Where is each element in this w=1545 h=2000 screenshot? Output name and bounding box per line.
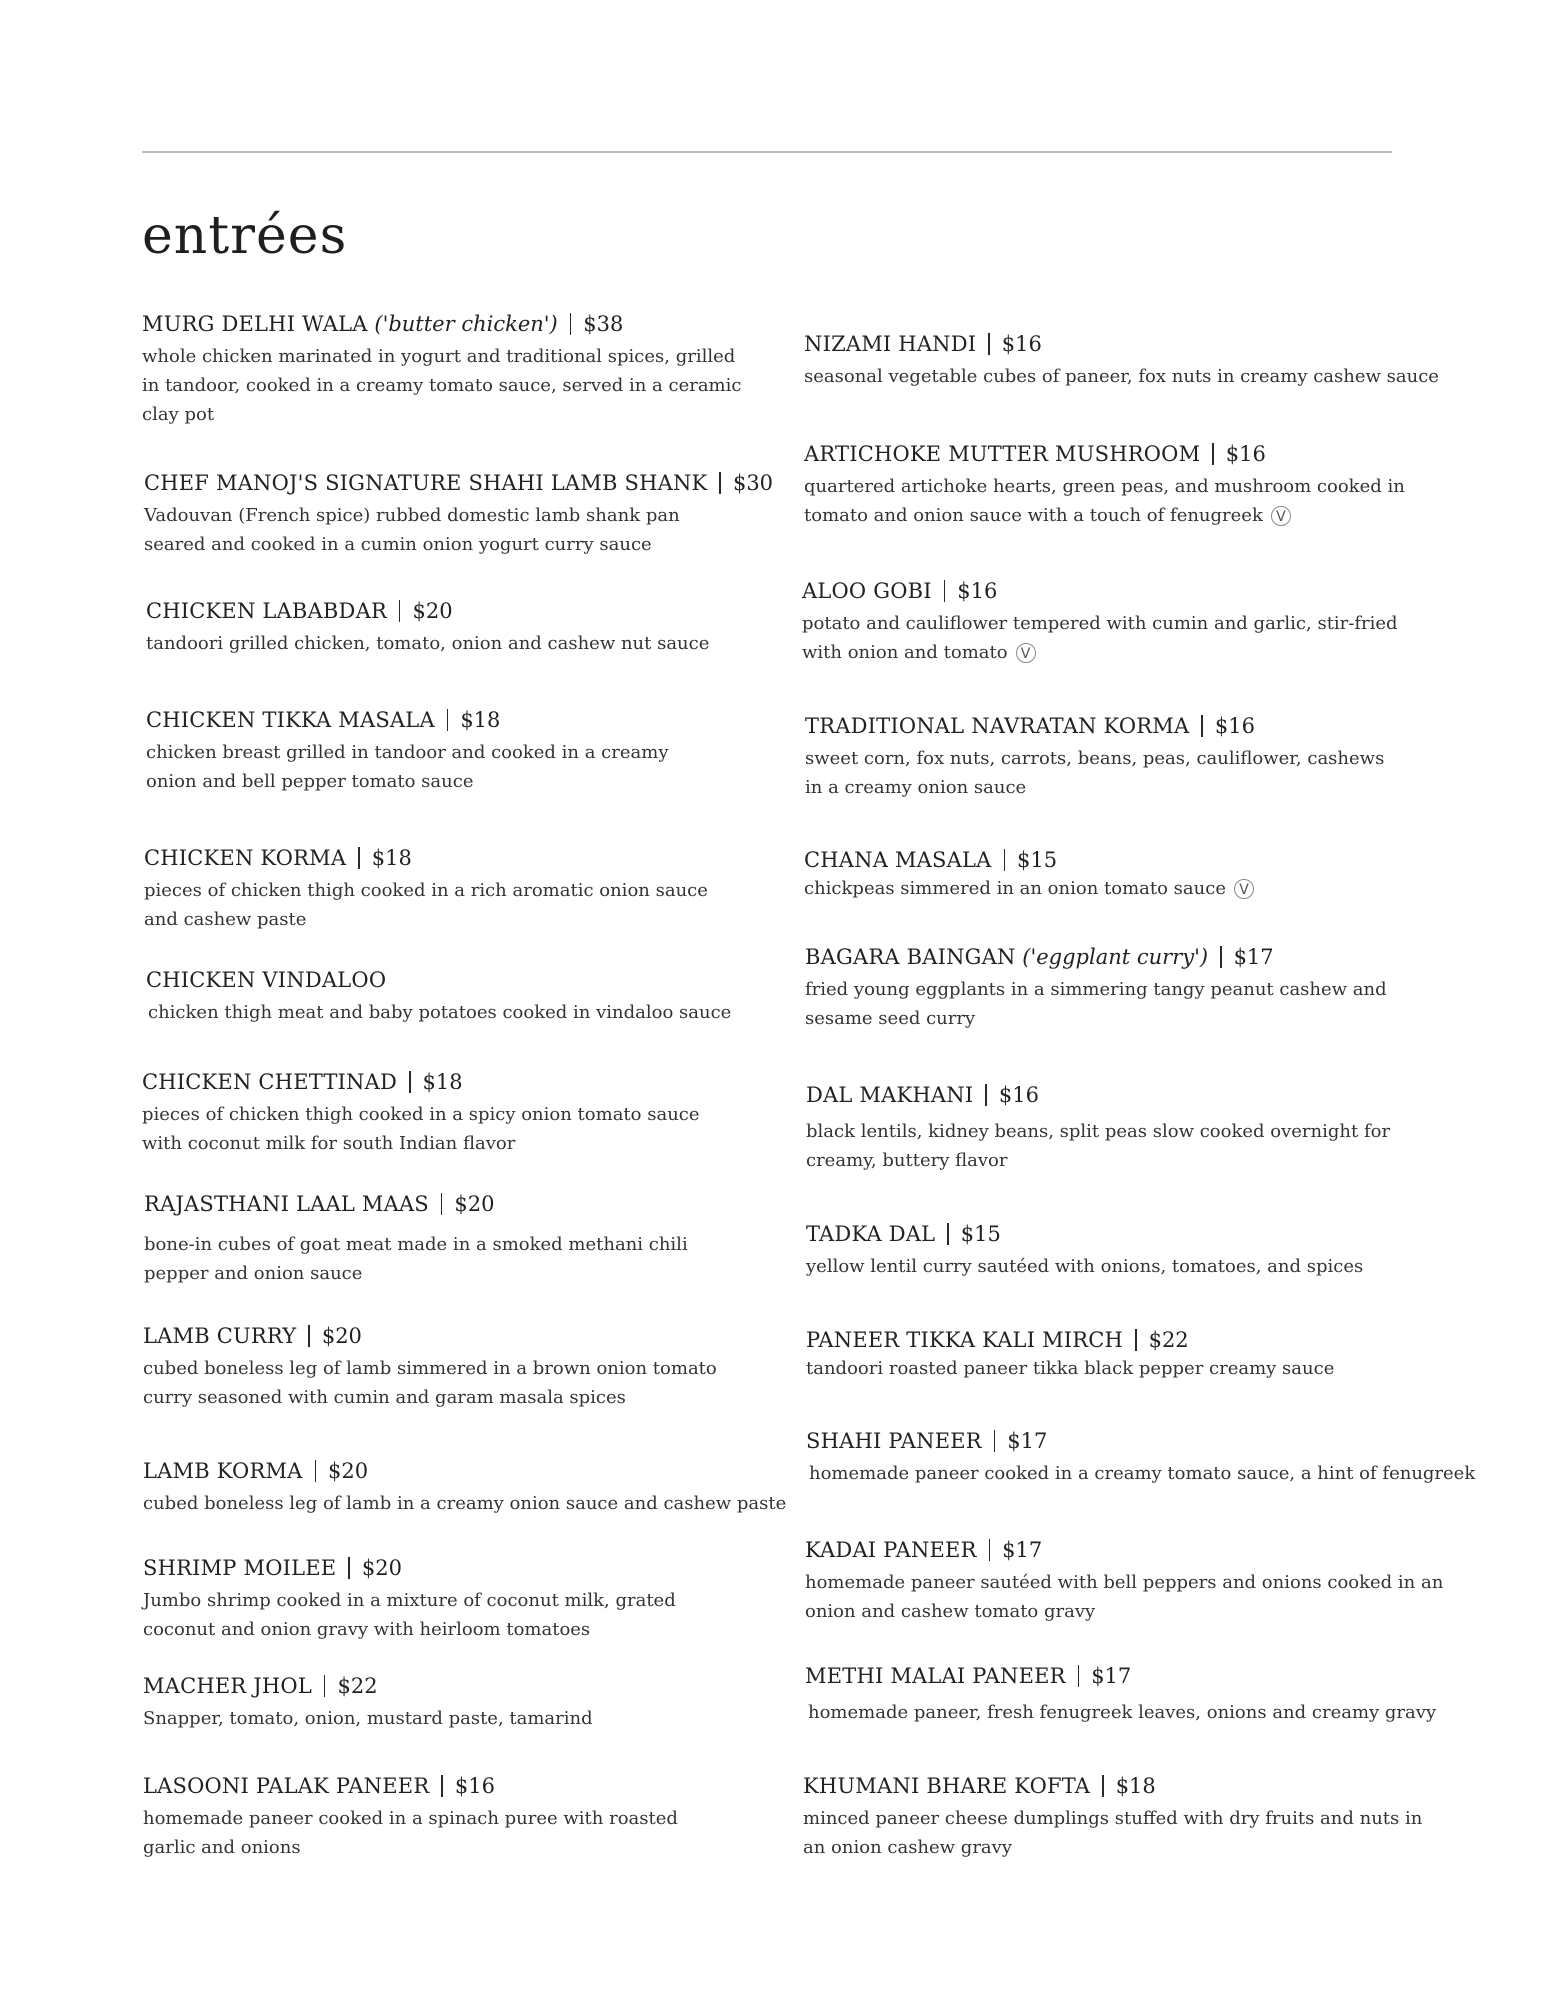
item-name: TADKA DAL: [806, 1222, 936, 1246]
item-price: $18: [422, 1070, 463, 1094]
menu-item: [806, 1326, 1334, 1383]
item-description: tandoori roasted paneer tikka black pepper creamy sauce: [806, 1358, 1335, 1379]
item-price: $16: [454, 1774, 495, 1798]
item-description: homemade paneer sautéed with bell peppers and onions cooked in an onion and cashew tomato gravy: [805, 1572, 1444, 1622]
price-separator: [358, 847, 360, 869]
item-description: potato and cauliflower tempered with cumin and garlic, stir-fried with onion and tomato: [802, 613, 1398, 663]
item-alt-name: ('eggplant curry'): [1022, 945, 1209, 969]
item-price: $22: [1148, 1328, 1189, 1352]
menu-item: [805, 1662, 1436, 1727]
menu-item: [144, 1190, 688, 1288]
menu-item: [805, 1536, 1443, 1626]
item-name: TRADITIONAL NAVRATAN KORMA: [805, 714, 1190, 738]
item-name: CHICKEN LABABDAR: [146, 599, 387, 623]
item-description: cubed boneless leg of lamb simmered in a brown onion tomato curry seasoned with cumin and garam masala spices: [143, 1358, 717, 1408]
item-name: ARTICHOKE MUTTER MUSHROOM: [804, 442, 1201, 466]
price-separator: [1135, 1329, 1137, 1351]
menu-item: [806, 1081, 1390, 1175]
price-separator: [315, 1460, 317, 1482]
item-name: KHUMANI BHARE KOFTA: [803, 1774, 1091, 1798]
price-separator: [988, 333, 990, 355]
item-price: $15: [960, 1222, 1001, 1246]
item-name: BAGARA BAINGAN: [805, 945, 1016, 969]
item-price: $16: [1214, 714, 1255, 738]
price-separator: [719, 472, 721, 494]
item-price: $17: [1002, 1538, 1043, 1562]
item-price: $16: [1001, 332, 1042, 356]
price-separator: [308, 1325, 310, 1347]
price-separator: [1220, 946, 1222, 968]
item-price: $17: [1091, 1664, 1132, 1688]
item-name: CHICKEN CHETTINAD: [142, 1070, 398, 1094]
item-description: black lentils, kidney beans, split peas slow cooked overnight for creamy, buttery flavor: [806, 1121, 1391, 1171]
vegan-icon: V: [1271, 506, 1291, 526]
item-description: homemade paneer, fresh fenugreek leaves, onions and creamy gravy: [808, 1702, 1437, 1723]
price-separator: [1212, 443, 1214, 465]
item-description: sweet corn, fox nuts, carrots, beans, peas, cauliflower, cashews in a creamy onion sauce: [805, 748, 1385, 798]
menu-item: [143, 1457, 786, 1518]
item-price: $20: [361, 1556, 402, 1580]
item-price: $20: [321, 1324, 362, 1348]
price-separator: [570, 313, 572, 335]
item-name: CHICKEN TIKKA MASALA: [146, 708, 435, 732]
item-description: Jumbo shrimp cooked in a mixture of coconut milk, grated coconut and onion gravy with heirloom tomatoes: [143, 1590, 676, 1640]
menu-item: [144, 469, 773, 559]
item-name: NIZAMI HANDI: [804, 332, 977, 356]
item-name: SHRIMP MOILEE: [143, 1556, 337, 1580]
price-separator: [1102, 1775, 1104, 1797]
menu-item: [802, 577, 1398, 667]
item-price: $30: [732, 471, 774, 495]
item-description: homemade paneer cooked in a spinach puree with roasted garlic and onions: [143, 1808, 678, 1858]
item-price: $16: [998, 1083, 1039, 1107]
item-description: Snapper, tomato, onion, mustard paste, tamarind: [143, 1708, 593, 1729]
item-price: $15: [1017, 848, 1058, 872]
item-description: tandoori grilled chicken, tomato, onion and cashew nut sauce: [146, 633, 710, 654]
item-name: LASOONI PALAK PANEER: [143, 1774, 430, 1798]
item-price: $18: [371, 846, 412, 870]
price-separator: [441, 1193, 443, 1215]
menu-item: [805, 943, 1387, 1033]
menu-item: [804, 846, 1254, 903]
item-description: seasonal vegetable cubes of paneer, fox nuts in creamy cashew sauce: [804, 366, 1439, 387]
vegan-icon: V: [1016, 643, 1036, 663]
price-separator: [944, 580, 946, 602]
item-name: LAMB CURRY: [143, 1324, 297, 1348]
item-description: pieces of chicken thigh cooked in a rich aromatic onion sauce and cashew paste: [144, 880, 708, 930]
item-price: $20: [454, 1192, 495, 1216]
item-price: $20: [328, 1459, 369, 1483]
item-name: CHICKEN VINDALOO: [146, 968, 387, 992]
item-description: whole chicken marinated in yogurt and traditional spices, grilled in tandoor, cooked in a creamy tomato sauce, served in a ceramic clay pot: [142, 346, 742, 425]
item-description: fried young eggplants in a simmering tangy peanut cashew and sesame seed curry: [805, 979, 1387, 1029]
item-name: MACHER JHOL: [143, 1674, 312, 1698]
item-name: CHANA MASALA: [804, 848, 992, 872]
price-separator: [985, 1084, 987, 1106]
price-separator: [409, 1071, 411, 1093]
menu-item: [804, 440, 1405, 530]
item-price: $16: [1225, 442, 1266, 466]
menu-item: [143, 1672, 593, 1733]
item-description: chickpeas simmered in an onion tomato sauce: [804, 878, 1226, 899]
item-description: Vadouvan (French spice) rubbed domestic lamb shank pan seared and cooked in a cumin onion yogurt curry sauce: [144, 505, 680, 555]
item-description: quartered artichoke hearts, green peas, and mushroom cooked in tomato and onion sauce with a touch of fenugreek: [804, 476, 1405, 526]
item-name: PANEER TIKKA KALI MIRCH: [806, 1328, 1124, 1352]
item-name: CHICKEN KORMA: [144, 846, 347, 870]
menu-item: [805, 712, 1384, 802]
item-price: $20: [412, 599, 453, 623]
menu-item: [143, 1772, 678, 1862]
price-separator: [399, 600, 401, 622]
price-separator: [994, 1430, 996, 1452]
item-description: chicken breast grilled in tandoor and cooked in a creamy onion and bell pepper tomato sauce: [146, 742, 669, 792]
item-price: $16: [957, 579, 998, 603]
price-separator: [1201, 715, 1203, 737]
price-separator: [441, 1775, 443, 1797]
menu-item: [804, 330, 1439, 391]
menu-item: [146, 706, 669, 796]
item-name: KADAI PANEER: [805, 1538, 977, 1562]
item-price: $17: [1233, 945, 1274, 969]
item-description: pieces of chicken thigh cooked in a spicy onion tomato sauce with coconut milk for south Indian flavor: [142, 1104, 700, 1154]
item-description: chicken thigh meat and baby potatoes cooked in vindaloo sauce: [148, 1002, 732, 1023]
menu-item: [146, 597, 709, 658]
item-price: $38: [583, 312, 624, 336]
item-price: $18: [460, 708, 501, 732]
price-separator: [348, 1557, 350, 1579]
item-price: $18: [1115, 1774, 1156, 1798]
header-divider: [142, 151, 1392, 153]
price-separator: [1004, 849, 1006, 871]
menu-item: [146, 966, 731, 1027]
item-name: LAMB KORMA: [143, 1459, 303, 1483]
item-name: MURG DELHI WALA: [142, 312, 368, 336]
menu-item: [806, 1220, 1363, 1281]
menu-item: [144, 844, 708, 934]
price-separator: [947, 1223, 949, 1245]
price-separator: [989, 1539, 991, 1561]
price-separator: [447, 709, 449, 731]
item-description: bone-in cubes of goat meat made in a smoked methani chili pepper and onion sauce: [144, 1234, 688, 1284]
item-name: RAJASTHANI LAAL MAAS: [144, 1192, 429, 1216]
item-name: ALOO GOBI: [802, 579, 932, 603]
menu-item: [806, 1427, 1475, 1488]
vegan-icon: V: [1234, 879, 1254, 899]
item-name: METHI MALAI PANEER: [805, 1664, 1066, 1688]
menu-item: [142, 1068, 700, 1158]
price-separator: [324, 1675, 326, 1697]
item-description: yellow lentil curry sautéed with onions, tomatoes, and spices: [806, 1256, 1364, 1277]
item-name: DAL MAKHANI: [806, 1083, 974, 1107]
item-description: cubed boneless leg of lamb in a creamy onion sauce and cashew paste: [143, 1493, 787, 1514]
section-title: entrées: [142, 206, 348, 266]
item-price: $17: [1007, 1429, 1048, 1453]
item-price: $22: [337, 1674, 378, 1698]
item-description: minced paneer cheese dumplings stuffed with dry fruits and nuts in an onion cashew gravy: [803, 1808, 1423, 1858]
menu-item: [143, 1322, 717, 1412]
menu-item: [143, 1554, 676, 1644]
price-separator: [1078, 1665, 1080, 1687]
item-name: CHEF MANOJ'S SIGNATURE SHAHI LAMB SHANK: [144, 471, 708, 495]
item-alt-name: ('butter chicken'): [374, 312, 558, 336]
item-description: homemade paneer cooked in a creamy tomato sauce, a hint of fenugreek: [809, 1463, 1476, 1484]
menu-item: [803, 1772, 1422, 1862]
item-name: SHAHI PANEER: [806, 1429, 982, 1453]
menu-item: [142, 310, 741, 429]
